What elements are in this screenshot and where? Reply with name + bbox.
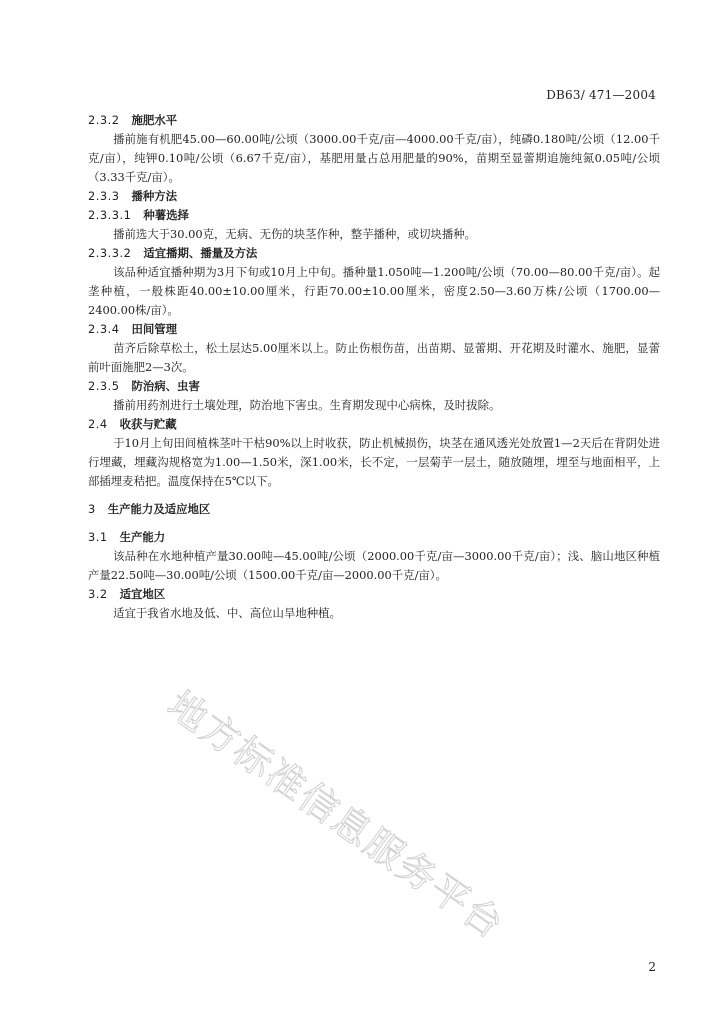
section-number: 3 — [88, 502, 96, 516]
section-heading — [88, 187, 660, 206]
document-body — [88, 111, 660, 623]
section-number: 2.3.3.2 — [88, 246, 132, 260]
section-title: 防治病、虫害 — [131, 379, 200, 393]
section-number: 2.3.5 — [88, 379, 120, 393]
section-heading — [88, 206, 660, 225]
section-number: 2.3.3.1 — [88, 208, 132, 222]
section-heading — [88, 528, 660, 547]
body-paragraph: 苗齐后除草松土，松土层达5.00厘米以上。防止伤根伤苗，出苗期、显蕾期、开花期及时灌水、施肥，显蕾前叶面施肥2—3次。 — [88, 341, 660, 374]
section-number: 2.3.4 — [88, 322, 120, 336]
section-heading — [88, 500, 660, 519]
body-paragraph: 播前施有机肥45.00—60.00吨/公顷（3000.00千克/亩—4000.00千克/亩），纯磷0.180吨/公顷（12.00千克/亩），纯钾0.10吨/公顷（6.67千克/亩），基肥用量占总用肥量的90%，苗期至显蕾期追施纯氮0.05吨/公顷（3.33千克/亩）。 — [88, 132, 660, 184]
page-number: 2 — [648, 960, 656, 974]
section-number: 2.3.2 — [88, 113, 120, 127]
section-title: 生产能力 — [119, 530, 166, 544]
section-number: 3.2 — [88, 587, 108, 601]
section-title: 生产能力及适应地区 — [107, 502, 211, 516]
section-spacer — [88, 491, 660, 500]
section-heading — [88, 585, 660, 604]
section-title: 适宜播期、播量及方法 — [143, 246, 258, 260]
section-number: 3.1 — [88, 530, 108, 544]
section-title: 收获与贮藏 — [119, 417, 177, 431]
section-title: 田间管理 — [131, 322, 178, 336]
section-heading — [88, 244, 660, 263]
section-title: 适宜地区 — [119, 587, 166, 601]
watermark: 地方标准信息服务平台 — [159, 682, 513, 948]
body-paragraph: 于10月上旬田间植株茎叶干枯90%以上时收获，防止机械损伤，块茎在通风透光处放置1—2天后在背阴处进行埋藏，埋藏沟规格宽为1.00—1.50米，深1.00米，长不定，一层菊芋一层土，随放随埋，埋至与地面相平，上部插埋麦秸把。温度保持在5℃以下。 — [88, 436, 660, 488]
section-number: 2.4 — [88, 417, 108, 431]
document-code: DB63/ 471—2004 — [546, 88, 656, 102]
section-title: 播种方法 — [131, 189, 178, 203]
section-heading — [88, 111, 660, 130]
section-spacer — [88, 519, 660, 528]
section-number: 2.3.3 — [88, 189, 120, 203]
body-paragraph: 播前用药剂进行土壤处理，防治地下害虫。生育期发现中心病株，及时拔除。 — [113, 398, 501, 412]
section-title: 种薯选择 — [143, 208, 189, 222]
body-paragraph: 该品种在水地种植产量30.00吨—45.00吨/公顷（2000.00千克/亩—3000.00千克/亩）；浅、脑山地区种植产量22.50吨—30.00吨/公顷（1500.00千克/亩—2000.00千克/亩）。 — [88, 549, 660, 582]
section-title: 施肥水平 — [131, 113, 178, 127]
body-paragraph: 适宜于我省水地及低、中、高位山旱地种植。 — [113, 606, 341, 620]
body-paragraph: 播前选大于30.00克，无病、无伤的块茎作种，整芋播种，或切块播种。 — [113, 227, 477, 241]
body-paragraph: 该品种适宜播种期为3月下旬或10月上中旬。播种量1.050吨—1.200吨/公顷（70.00—80.00千克/亩）。起垄种植，一般株距40.00±10.00厘米，行距70.00±10.00厘米，密度2.50—3.60万株/公顷（1700.00—2400.00株/亩）。 — [88, 265, 660, 317]
section-heading — [88, 320, 660, 339]
section-heading — [88, 377, 660, 396]
section-heading — [88, 415, 660, 434]
